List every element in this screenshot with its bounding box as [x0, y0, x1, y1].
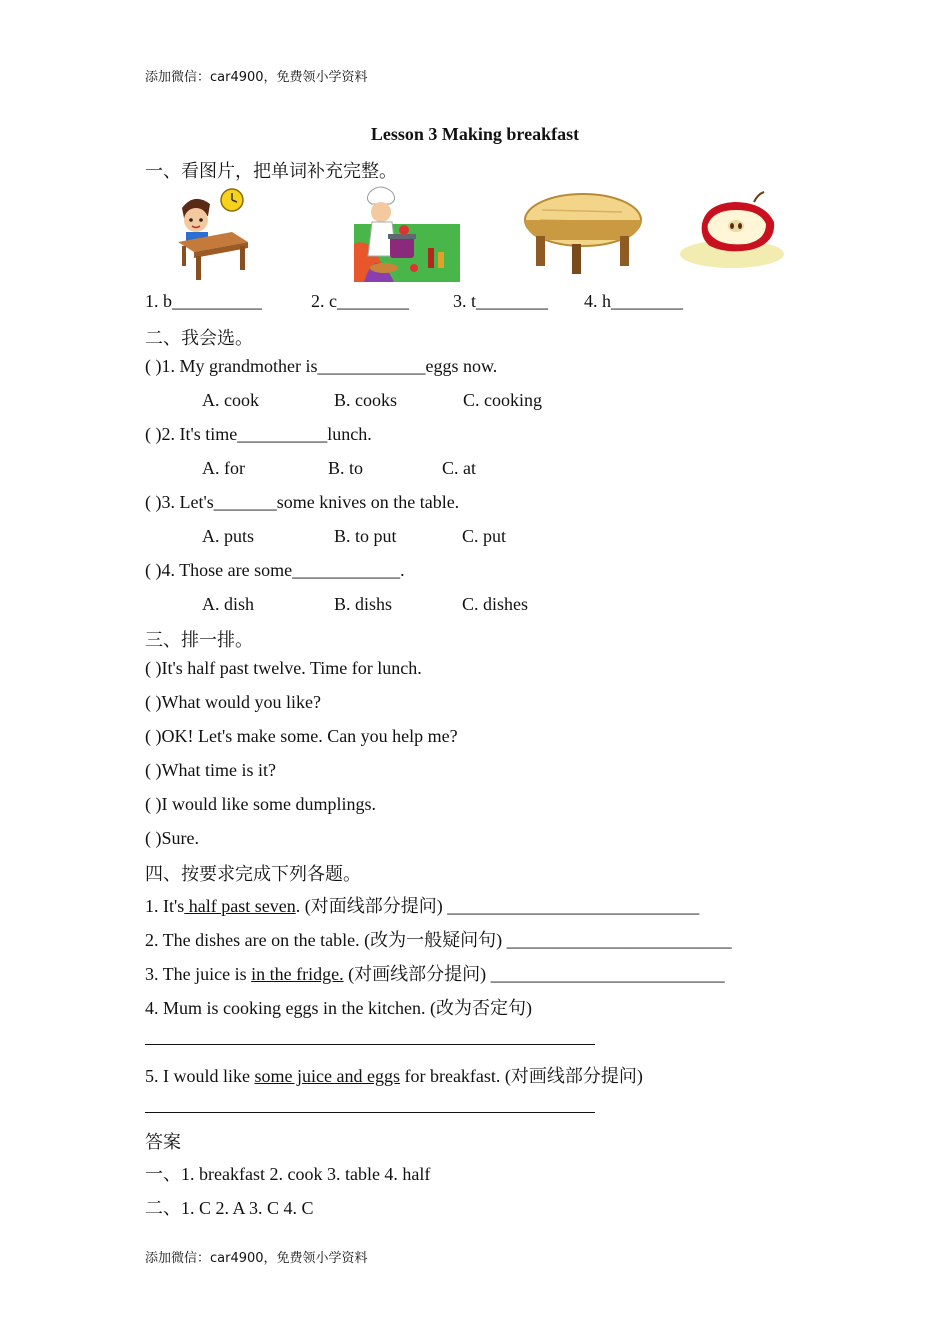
half-apple-image [676, 188, 792, 272]
task-1 [145, 892, 699, 918]
question-stem: ( )3. Let's_______some knives on the table. [145, 492, 460, 512]
answers-heading: 答案 [145, 1132, 181, 1152]
task-3-suffix: (对画线部分提问) __________________________ [343, 964, 725, 984]
option-b: B. to [328, 458, 364, 478]
dialogue-line: ( )Sure. [145, 828, 199, 848]
footer-note: 添加微信：car4900，免费领小学资料 [145, 1251, 368, 1266]
header-note: 添加微信：car4900，免费领小学资料 [145, 70, 368, 85]
answer-line [145, 1112, 595, 1113]
option-c: C. cooking [463, 390, 542, 410]
answers-line-1: 一、1. breakfast 2. cook 3. table 4. half [145, 1164, 431, 1184]
task-3-prefix: 3. The juice is [145, 964, 252, 984]
word-blank-4: 4. h________ [584, 291, 683, 311]
question-stem: ( )2. It's time__________lunch. [145, 424, 372, 444]
section4-heading: 四、按要求完成下列各题。 [145, 864, 361, 884]
option-b: B. dishs [334, 594, 393, 614]
word-blank-3: 3. t________ [453, 291, 549, 311]
answer-line [145, 1044, 595, 1045]
option-a: A. cook [202, 390, 259, 410]
option-c: C. at [442, 458, 476, 478]
option-a: A. puts [202, 526, 255, 546]
dialogue-line: ( )I would like some dumplings. [145, 794, 376, 814]
option-c: C. put [462, 526, 507, 546]
section1-heading: 一、看图片，把单词补充完整。 [145, 161, 397, 181]
task-5-underlined: some juice and eggs [254, 1066, 400, 1086]
option-a: A. for [202, 458, 245, 478]
word-blank-2: 2. c________ [311, 291, 409, 311]
task-4: 4. Mum is cooking eggs in the kitchen. (改为否定句) [145, 998, 532, 1018]
task-3 [145, 960, 725, 986]
task-5-suffix: for breakfast. (对画线部分提问) [399, 1066, 643, 1086]
dialogue-line: ( )What would you like? [145, 692, 321, 712]
word-blank-1: 1. b__________ [145, 291, 262, 311]
option-b: B. to put [334, 526, 397, 546]
section3-heading: 三、排一排。 [145, 630, 253, 650]
task-5 [145, 1062, 643, 1088]
chef-cooking-image [354, 184, 460, 282]
task-5-prefix: 5. I would like [145, 1066, 255, 1086]
option-b: B. cooks [334, 390, 397, 410]
task-1-prefix: 1. It's [145, 896, 185, 916]
dialogue-line: ( )What time is it? [145, 760, 276, 780]
task-1-underlined: half past seven [184, 896, 296, 916]
question-stem: ( )1. My grandmother is____________eggs now. [145, 356, 498, 376]
question-stem: ( )4. Those are some____________. [145, 560, 405, 580]
wooden-table-image [522, 190, 644, 276]
task-3-underlined: in the fridge. [251, 964, 344, 984]
task-2: 2. The dishes are on the table. (改为一般疑问句) _________________________ [145, 930, 732, 950]
boy-at-desk-clock-image [172, 186, 256, 282]
option-a: A. dish [202, 594, 255, 614]
page-title: Lesson 3 Making breakfast [370, 124, 580, 144]
answers-line-2: 二、1. C 2. A 3. C 4. C [145, 1198, 314, 1218]
option-c: C. dishes [462, 594, 529, 614]
section2-heading: 二、我会选。 [145, 328, 253, 348]
task-1-suffix: . (对面线部分提问) ____________________________ [295, 896, 700, 916]
dialogue-line: ( )It's half past twelve. Time for lunch. [145, 658, 422, 678]
dialogue-line: ( )OK! Let's make some. Can you help me? [145, 726, 458, 746]
